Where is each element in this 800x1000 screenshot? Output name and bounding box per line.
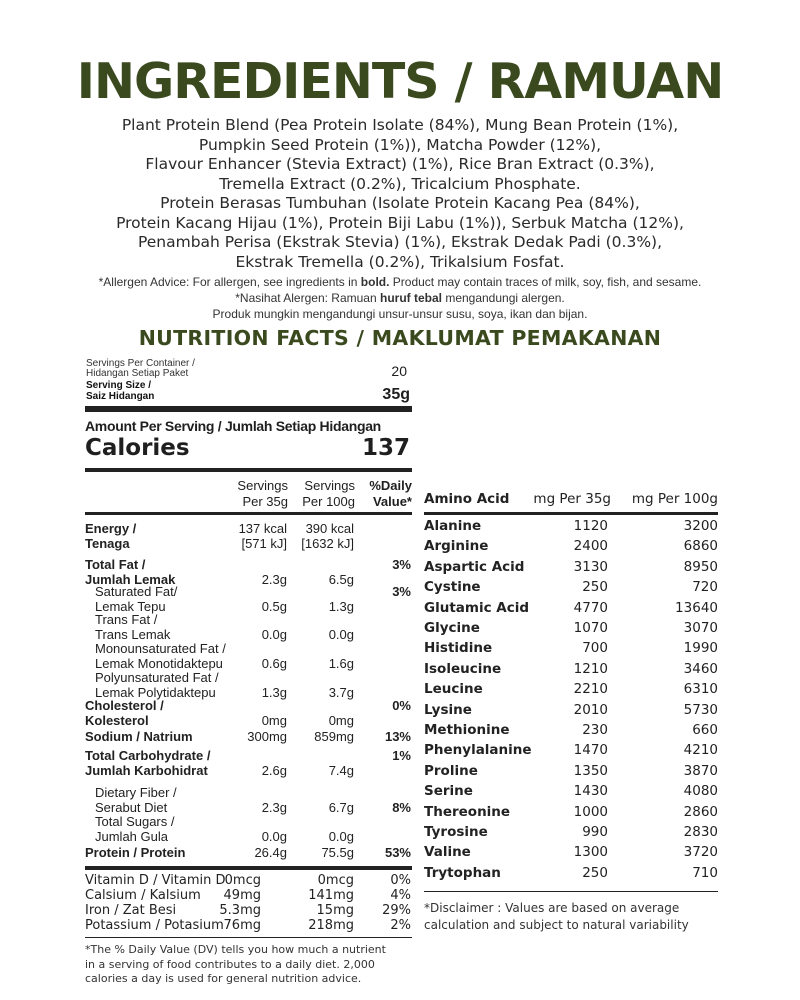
nutrient-value-35g [239, 521, 287, 551]
amino-acid-name: Valine [424, 844, 471, 861]
servings-per-container-label-ms: Hidangan Setiap Paket [86, 368, 189, 379]
amino-acid-per-100g: 6310 [683, 681, 718, 698]
amino-acid-name: Lysine [424, 701, 472, 718]
amino-acid-name: Methionine [424, 722, 510, 738]
nutrient-label-ms: Jumlah Karbohidrat [85, 763, 208, 778]
calories-value: 137 [361, 435, 410, 461]
nutrient-value-35g: 26.4g [254, 845, 287, 860]
amino-acid-per-35g: 230 [582, 722, 608, 738]
amino-acid-row [424, 640, 718, 660]
nutrient-row [85, 521, 411, 553]
amino-header-per-100g: mg Per 100g [631, 491, 718, 507]
amino-acid-per-100g: 13640 [675, 599, 718, 616]
amino-acid-name: Trytophan [424, 864, 501, 881]
amino-acid-row [424, 702, 718, 722]
nutrient-label-en: Saturated Fat/ [95, 584, 178, 599]
nutrient-daily-value: 53% [384, 845, 411, 860]
amino-acid-row [424, 742, 718, 762]
amino-acid-per-35g: 2400 [573, 538, 608, 555]
amino-acid-per-35g: 1070 [573, 620, 608, 636]
nutrient-label [85, 521, 136, 551]
nutrient-label-en: Energy / [85, 521, 137, 536]
amino-acid-per-100g: 8950 [683, 558, 718, 575]
nutrient-value-100g: 6.5g [328, 572, 354, 587]
vitamin-value-100g: 218mg [308, 918, 354, 933]
amino-acid-per-35g: 700 [582, 640, 608, 657]
nutrient-value-100g: 1.3g [328, 599, 354, 614]
allergen-advice [60, 274, 740, 322]
amino-acid-name: Tyrosine [424, 824, 488, 840]
allergen-line-2: *Nasihat Alergen: Ramuan huruf tebal mengandungi alergen. [235, 291, 565, 305]
page-title: INGREDIENTS / RAMUAN [76, 53, 724, 110]
amino-acid-name: Phenylalanine [424, 742, 532, 759]
amino-acid-row [424, 661, 718, 681]
nutrient-row [85, 641, 411, 673]
amino-header-per-35g: mg Per 35g [533, 491, 611, 507]
energy-kcal: 137 kcal [238, 521, 287, 536]
nutrient-value-100g: 3.7g [328, 685, 354, 700]
amino-acid-per-100g: 3870 [683, 762, 718, 779]
nutrient-label-en: Cholesterol / [85, 698, 164, 713]
vitamin-row [85, 888, 411, 903]
nutrient-label [95, 584, 177, 614]
nutrient-label-ms: Lemak Tepu [95, 599, 166, 614]
nutrient-label-ms: Lemak Polytidaktepu [95, 685, 216, 700]
amino-acid-per-35g: 1430 [573, 783, 608, 800]
nutrient-value-35g: 2.3g [261, 572, 287, 587]
amino-acid-row [424, 722, 718, 742]
nutrient-label-en: Protein / Protein [85, 845, 186, 860]
amino-acid-row [424, 844, 718, 864]
nutrient-label-en: Total Fat / [85, 557, 146, 572]
allergen-line-1: *Allergen Advice: For allergen, see ingredients in bold. Product may contain traces of milk, soy, fish, and sesame. [98, 275, 702, 289]
ingredients-line: Penambah Perisa (Ekstrak Stevia) (1%), Ekstrak Dedak Padi (0.3%), [137, 233, 663, 251]
divider-thin [85, 937, 412, 938]
ingredients-line: Ekstrak Tremella (0.2%), Trikalsium Fosfat. [235, 252, 565, 271]
energy-kj: [1632 kJ] [301, 536, 354, 551]
amino-acid-row [424, 681, 718, 701]
amino-acid-per-100g: 1990 [683, 640, 718, 657]
nutrient-label-en: Monounsaturated Fat / [95, 641, 226, 656]
nutrient-row [85, 698, 411, 730]
nutrient-value-100g: 0.0g [328, 627, 354, 642]
nutrient-label-ms: Kolesterol [85, 713, 149, 728]
amount-per-serving-label: Amount Per Serving / Jumlah Setiap Hidangan [85, 418, 381, 434]
nutrient-daily-value: 13% [384, 729, 411, 744]
amino-acid-name: Alanine [424, 518, 482, 534]
column-header-per-35g: Servings Per 35g [237, 478, 288, 509]
column-header-daily-value: %Daily Value* [369, 478, 412, 509]
nutrient-value-100g: 75.5g [321, 845, 354, 860]
nutrient-value-35g: 2.6g [261, 763, 287, 778]
servings-per-container-label: Servings Per Container / [86, 358, 195, 369]
vitamin-value-35g: 76mg [223, 918, 261, 933]
amino-acid-per-35g: 990 [582, 824, 608, 840]
amino-acid-per-100g: 3200 [683, 518, 718, 534]
nutrient-value-100g: 0.0g [328, 829, 354, 844]
nutrient-label-ms: Jumlah Lemak [85, 572, 176, 587]
nutrient-label [95, 785, 177, 815]
amino-acid-per-35g: 1120 [573, 518, 608, 534]
nutrient-value-35g: 1.3g [261, 685, 287, 700]
amino-acid-per-100g: 6860 [683, 538, 718, 555]
amino-acid-row [424, 518, 718, 538]
amino-acid-per-35g: 1210 [573, 660, 608, 677]
vitamin-value-100g: 15mg [316, 903, 354, 918]
nutrient-value-100g: 859mg [314, 729, 354, 744]
amino-acid-per-100g: 660 [692, 722, 718, 738]
amino-acid-per-100g: 3460 [683, 660, 718, 677]
amino-acid-row [424, 620, 718, 640]
amino-acid-per-35g: 1350 [573, 762, 608, 779]
vitamin-daily-value: 4% [390, 888, 411, 903]
vitamin-row [85, 873, 411, 888]
serving-size-label: Serving Size / [86, 380, 152, 391]
nutrition-facts-title: NUTRITION FACTS / MAKLUMAT PEMAKANAN [138, 326, 662, 350]
amino-acid-name: Thereonine [424, 803, 511, 820]
amino-acid-name: Proline [424, 762, 478, 779]
nutrient-label [95, 814, 175, 844]
amino-acid-per-35g: 3130 [573, 558, 608, 575]
amino-acid-row [424, 763, 718, 783]
nutrient-label-ms: Tenaga [85, 536, 130, 551]
amino-acid-per-35g: 2010 [573, 701, 608, 718]
nutrient-row [85, 785, 411, 817]
amino-acid-per-35g: 2210 [573, 681, 608, 698]
vitamin-label: Potassium / Potasium [85, 918, 224, 933]
ingredients-malay [60, 194, 740, 272]
amino-acid-per-100g: 3720 [683, 844, 718, 861]
nutrient-row [85, 748, 411, 780]
amino-acid-row [424, 579, 718, 599]
ingredients-english [60, 116, 740, 194]
nutrient-daily-value: 0% [392, 698, 411, 713]
amino-acid-per-35g: 250 [582, 864, 608, 881]
amino-acid-name: Cystine [424, 579, 481, 596]
nutrient-label-en: Polyunsaturated Fat / [95, 670, 219, 685]
amino-acid-row [424, 559, 718, 579]
nutrient-label-en: Dietary Fiber / [95, 785, 177, 800]
amino-acid-per-100g: 720 [692, 579, 718, 596]
nutrient-value-100g: 6.7g [328, 800, 354, 815]
column-header-per-100g: Servings Per 100g [302, 478, 355, 509]
vitamin-daily-value: 2% [390, 918, 411, 933]
amino-acid-per-100g: 710 [692, 864, 718, 881]
divider-thick [85, 512, 412, 515]
vitamin-value-100g: 0mcg [317, 873, 354, 888]
nutrient-label [85, 557, 175, 587]
amino-acid-per-35g: 4770 [573, 599, 608, 616]
vitamin-row [85, 903, 411, 918]
vitamin-label: Calsium / Kalsium [85, 888, 201, 903]
nutrient-label [85, 729, 193, 744]
vitamin-label: Vitamin D / Vitamin D [85, 873, 226, 888]
nutrient-label-en: Trans Fat / [95, 612, 158, 627]
serving-size-value: 35g [382, 386, 410, 403]
ingredients-line: Flavour Enhancer (Stevia Extract) (1%), Rice Bran Extract (0.3%), [145, 155, 655, 173]
servings-per-container-value: 20 [391, 363, 407, 379]
amino-acid-row [424, 600, 718, 620]
nutrient-value-100g: 7.4g [328, 763, 354, 778]
ingredients-line: Protein Berasas Tumbuhan (Isolate Protein Kacang Pea (84%), [160, 194, 640, 212]
nutrient-value-100g: 1.6g [328, 656, 354, 671]
vitamin-daily-value: 0% [390, 873, 411, 888]
nutrient-daily-value: 3% [392, 584, 411, 599]
vitamin-value-35g: 5.3mg [219, 903, 261, 918]
nutrient-label-en: Total Sugars / [95, 814, 175, 829]
ingredients-line: Tremella Extract (0.2%), Tricalcium Phosphate. [219, 174, 581, 193]
amino-acid-row [424, 865, 718, 885]
nutrient-label [85, 845, 185, 860]
divider-thick [424, 512, 718, 515]
nutrient-value-35g: 0mg [261, 713, 287, 728]
amino-acid-name: Isoleucine [424, 660, 502, 677]
vitamin-value-100g: 141mg [308, 888, 354, 903]
nutrient-value-35g: 0.0g [261, 627, 287, 642]
nutrient-label-en: Sodium / Natrium [85, 729, 193, 744]
amino-acid-per-35g: 1000 [573, 803, 608, 820]
amino-acid-name: Leucine [424, 681, 483, 698]
amino-acid-per-100g: 4080 [683, 783, 718, 800]
nutrient-daily-value: 8% [392, 800, 411, 815]
nutrient-label [95, 641, 226, 671]
nutrient-value-35g: 0.6g [261, 656, 287, 671]
serving-size-label-ms: Saiz Hidangan [86, 391, 155, 402]
vitamin-value-35g: 0mcg [224, 873, 261, 888]
nutrient-daily-value: 1% [392, 748, 411, 763]
nutrient-label [85, 698, 164, 728]
allergen-line-3: Produk mungkin mengandungi unsur-unsur susu, soya, ikan dan bijan. [212, 307, 588, 321]
nutrient-value-100g [301, 521, 354, 551]
amino-header-row [424, 491, 718, 511]
nutrient-label-ms: Serabut Diet [95, 800, 168, 815]
nutrient-label-en: Total Carbohydrate / [85, 748, 211, 763]
amino-acid-row [424, 824, 718, 844]
amino-acid-per-35g: 1470 [573, 742, 608, 759]
nutrient-value-35g: 0.5g [261, 599, 287, 614]
nutrient-label-ms: Jumlah Gula [95, 829, 168, 844]
amino-acid-per-100g: 4210 [683, 742, 718, 759]
energy-kj: [571 kJ] [241, 536, 287, 551]
nutrient-row [85, 814, 411, 846]
amino-acid-name: Aspartic Acid [424, 558, 525, 575]
nutrient-row [85, 612, 411, 644]
amino-acid-name: Arginine [424, 538, 489, 555]
divider-thick [85, 406, 412, 412]
amino-acid-row [424, 804, 718, 824]
nutrient-label-ms: Trans Lemak [95, 627, 171, 642]
dv-footnote: *The % Daily Value (DV) tells you how much a nutrient in a serving of food contributes to a daily diet. 2,000 calories a day is used for general nutrition advice. [85, 943, 386, 985]
ingredients-line: Protein Kacang Hijau (1%), Protein Biji Labu (1%)), Serbuk Matcha (12%), [116, 213, 684, 232]
nutrient-value-100g: 0mg [328, 713, 354, 728]
vitamin-row [85, 918, 411, 933]
amino-acid-per-100g: 3070 [683, 620, 718, 636]
nutrient-label-ms: Lemak Monotidaktepu [95, 656, 223, 671]
nutrient-value-35g: 0.0g [261, 829, 287, 844]
amino-acid-per-100g: 5730 [683, 701, 718, 718]
ingredients-line: Plant Protein Blend (Pea Protein Isolate (84%), Mung Bean Protein (1%), [121, 116, 679, 134]
calories-label: Calories [85, 435, 190, 461]
nutrient-label [95, 612, 170, 642]
amino-acid-per-35g: 1300 [573, 844, 608, 861]
amino-acid-per-100g: 2860 [683, 803, 718, 820]
amino-acid-row [424, 538, 718, 558]
amino-header-name: Amino Acid [424, 491, 510, 507]
vitamin-daily-value: 29% [382, 903, 411, 918]
nutrient-label [85, 748, 210, 778]
nutrient-value-35g: 2.3g [261, 800, 287, 815]
nutrient-daily-value: 3% [392, 557, 411, 572]
nutrient-value-35g: 300mg [247, 729, 287, 744]
amino-acid-per-100g: 2830 [683, 824, 718, 840]
nutrient-label [95, 670, 219, 700]
vitamin-label: Iron / Zat Besi [85, 903, 177, 918]
amino-acid-name: Histidine [424, 640, 493, 657]
vitamin-value-35g: 49mg [223, 888, 261, 903]
divider-thick [85, 468, 412, 472]
disclaimer: *Disclaimer : Values are based on average calculation and subject to natural variability [424, 901, 689, 932]
amino-acid-name: Serine [424, 783, 473, 800]
ingredients-line: Pumpkin Seed Protein (1%)), Matcha Powder (12%), [198, 135, 602, 154]
divider-thick [85, 866, 412, 870]
amino-acid-name: Glycine [424, 620, 480, 636]
amino-acid-name: Glutamic Acid [424, 599, 530, 616]
divider-thin [424, 891, 718, 892]
amino-acid-row [424, 783, 718, 803]
energy-kcal: 390 kcal [305, 521, 354, 536]
amino-acid-per-35g: 250 [582, 579, 608, 596]
